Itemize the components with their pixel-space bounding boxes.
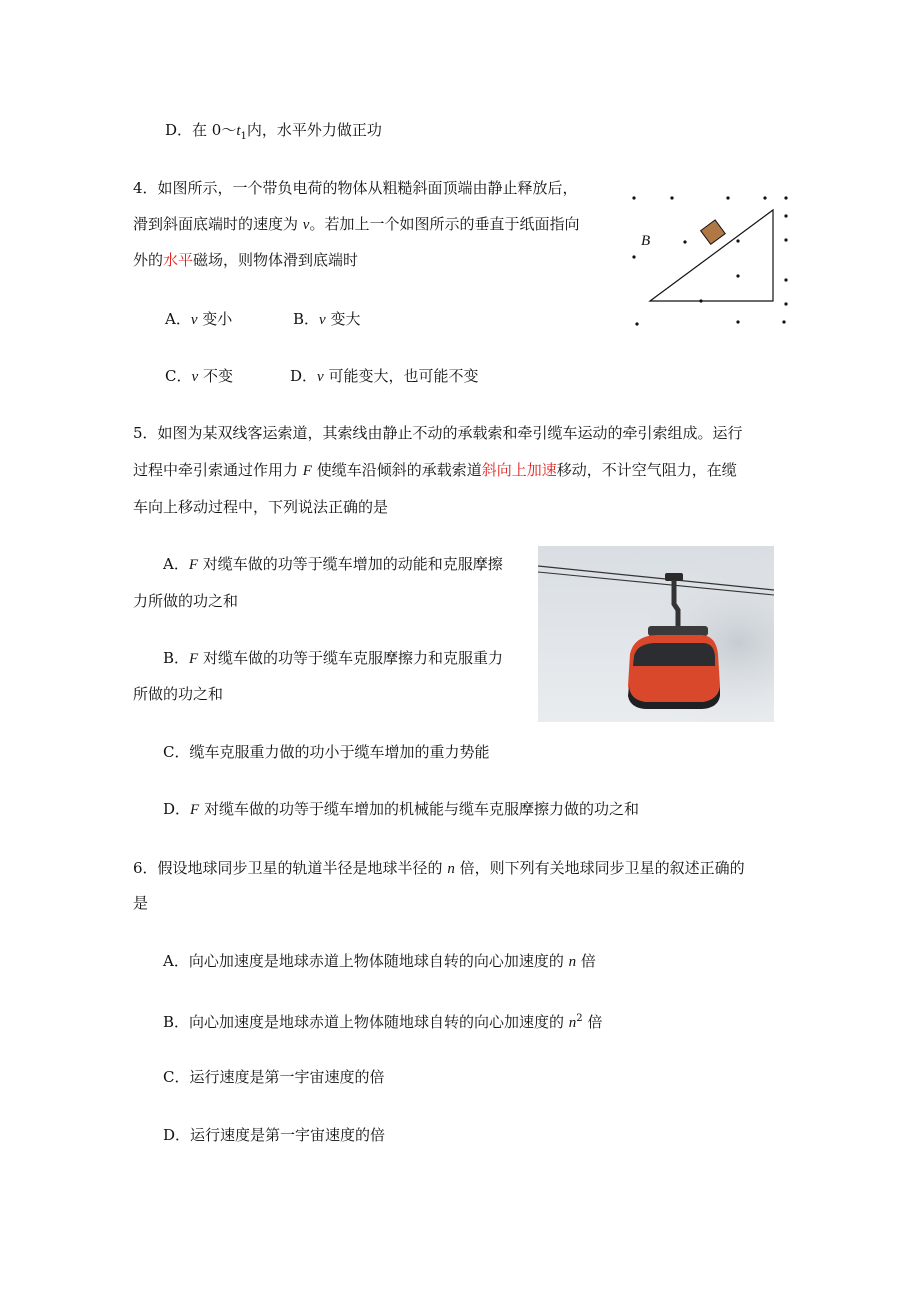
q6-option-b-text: B．向心加速度是地球赤道上物体随地球自转的向心加速度的: [163, 1013, 569, 1031]
q4-stem-line2-pre: 滑到斜面底端时的速度为: [133, 215, 303, 233]
q6-option-a: [163, 950, 596, 973]
q5-stem-line2-pre: 过程中牵引索通过作用力: [133, 461, 303, 479]
q6-stem-line1: [133, 857, 745, 880]
q4-option-d-label: D．: [290, 367, 318, 385]
q6-stem-line2: 是: [133, 894, 149, 912]
q5-stem-line2-mid: 使缆车沿倾斜的承载索道: [311, 461, 482, 479]
n-superscript: 2: [576, 1013, 583, 1024]
q3-option-d-text: 内，水平外力做正功: [246, 121, 382, 139]
n-symbol: n: [568, 954, 577, 970]
q5-option-a-text: 对缆车做的功等于缆车增加的动能和克服摩擦: [198, 555, 503, 573]
n-symbol: n: [447, 861, 455, 877]
q5-option-a-line2: 力所做的功之和: [133, 592, 239, 610]
q5-option-b-line1: [163, 647, 503, 670]
q5-option-b-label: B．: [163, 649, 190, 667]
incline-magnetic-field-diagram: [625, 190, 795, 335]
q6-stem-line1-pre: 6．假设地球同步卫星的轨道半径是地球半径的: [133, 859, 448, 877]
q5-stem-line2: [133, 459, 737, 482]
q4-stem-line2-post: 。若加上一个如图所示的垂直于纸面指向: [309, 215, 580, 233]
q6-option-a-suffix: 倍: [576, 952, 596, 970]
q5-option-b-line2: 所做的功之和: [133, 685, 224, 703]
v-symbol: v: [302, 217, 310, 233]
t-symbol: t: [236, 123, 241, 139]
q4-option-b-text: 变大: [330, 310, 361, 328]
v-symbol: v: [191, 369, 199, 385]
q4-option-c-text: 不变: [202, 367, 233, 385]
q4-option-b: [293, 308, 361, 331]
q4-stem-line1: 4．如图所示，一个带负电荷的物体从粗糙斜面顶端由静止释放后，: [133, 179, 578, 197]
q6-option-b: [163, 1008, 602, 1034]
q4-stem-line3-post: 磁场，则物体滑到底端时: [193, 251, 359, 269]
v-symbol: v: [190, 312, 198, 328]
q6-option-d: D．运行速度是第一宇宙速度的倍: [163, 1126, 386, 1144]
q3-option-d-prefix: D．在 0～: [165, 121, 237, 139]
q6-stem-line1-post: 倍，则下列有关地球同步卫星的叙述正确的: [454, 859, 745, 877]
q4-option-a: [165, 308, 232, 331]
q4-option-a-label: A．: [165, 310, 191, 328]
q4-option-b-label: B．: [293, 310, 320, 328]
q4-stem-line3-pre: 外的: [133, 251, 164, 269]
f-symbol: F: [189, 651, 199, 667]
q5-stem-line3: 车向上移动过程中，下列说法正确的是: [133, 498, 389, 516]
q4-option-c-label: C．: [165, 367, 192, 385]
q6-option-a-text: A．向心加速度是地球赤道上物体随地球自转的向心加速度的: [163, 952, 569, 970]
t-subscript: 1: [240, 131, 247, 142]
q5-option-b-text: 对缆车做的功等于缆车克服摩擦力和克服重力: [198, 649, 503, 667]
q5-stem-line2-post: 移动，不计空气阻力，在缆: [556, 461, 737, 479]
q6-option-b-suffix: 倍: [582, 1013, 603, 1031]
v-symbol: v: [317, 369, 324, 385]
q5-option-d: [163, 798, 639, 821]
q5-option-a-label: A．: [163, 555, 189, 573]
q3-option-d: [165, 119, 382, 148]
q5-option-c: C．缆车克服重力做的功小于缆车增加的重力势能: [163, 743, 490, 761]
q4-option-a-text: 变小: [202, 310, 233, 328]
q5-option-d-label: D．: [163, 800, 191, 818]
q4-stem-line3: [133, 249, 358, 271]
q5-option-d-text: 对缆车做的功等于缆车增加的机械能与缆车克服摩擦力做的功之和: [199, 800, 639, 818]
q5-stem-line1: 5．如图为某双线客运索道，其索线由静止不动的承载索和牵引缆车运动的牵引索组成。运行: [133, 424, 743, 442]
n-symbol: n: [568, 1015, 577, 1031]
q4-option-d-text: 可能变大，也可能不变: [328, 367, 479, 385]
q4-stem-line2: [133, 213, 579, 236]
field-label-b: B: [641, 233, 651, 249]
v-symbol: v: [319, 312, 326, 328]
f-symbol: F: [190, 802, 200, 818]
q5-option-a-line1: [163, 553, 503, 576]
q4-option-d: [290, 365, 479, 388]
q5-highlight: 斜向上加速: [481, 461, 557, 479]
q4-option-c: [165, 365, 233, 388]
f-symbol: F: [188, 557, 199, 573]
f-symbol: F: [302, 463, 312, 479]
block: [701, 220, 726, 244]
q4-highlight: 水平: [163, 251, 194, 269]
cable-car-photo: [538, 546, 774, 722]
q6-option-c: C．运行速度是第一宇宙速度的倍: [163, 1068, 385, 1086]
